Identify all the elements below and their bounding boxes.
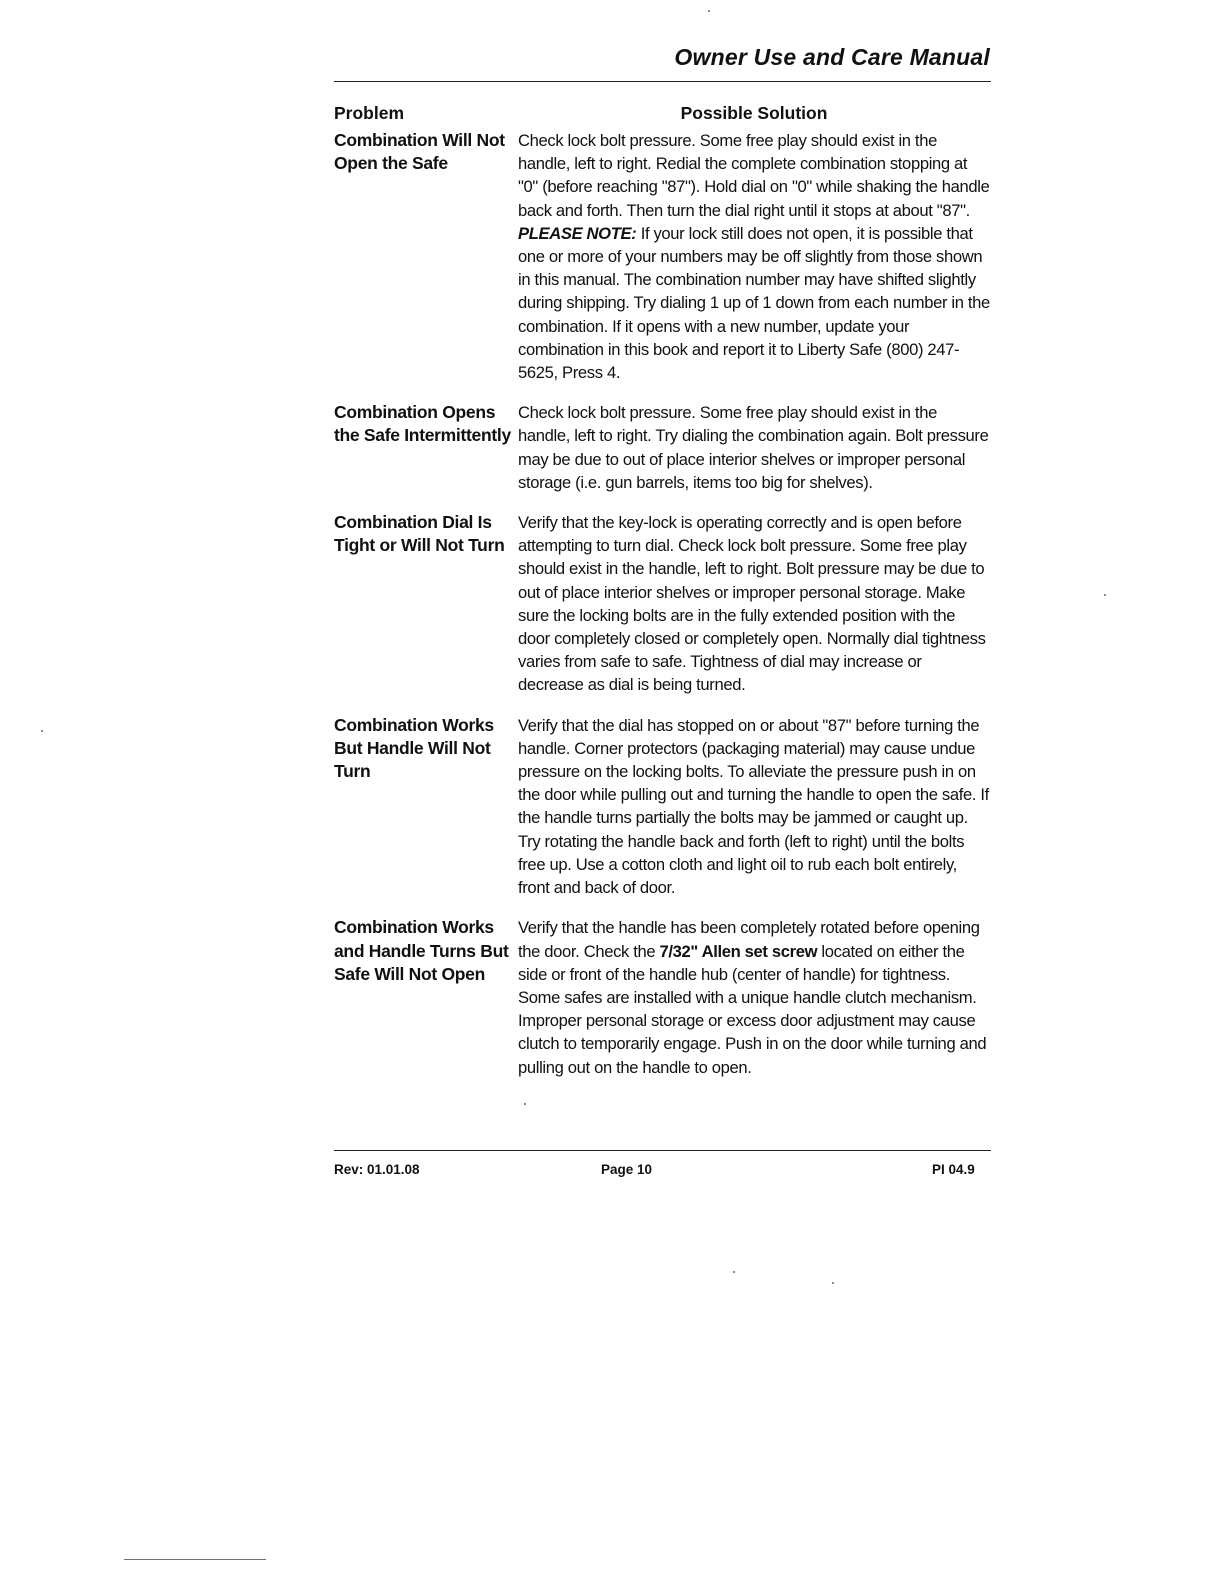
solution-text: Verify that the handle has been completely rotated before opening the door. Check the — [518, 918, 980, 961]
problem-line: Combination Works — [334, 917, 494, 938]
table-header — [334, 102, 996, 128]
problem-line: Turn — [334, 761, 371, 782]
table-row — [334, 916, 996, 1078]
solution-text: If your lock still does not open, it is possible that one or more of your numbers may be off slightly from those shown in this manual. The combination number may have shifted slightly during shipping. Try dialing 1 up of 1 down from each number in the combination. If it opens with a new number, update your combination in this book and report it to Liberty Safe (800) 247-5625, Press 4. — [518, 223, 990, 383]
problem-cell — [334, 401, 518, 494]
table-row — [334, 511, 996, 697]
problem-line: and Handle Turns But — [334, 940, 509, 961]
document-id: PI 04.9 — [932, 1162, 975, 1177]
problem-column-heading: Problem — [334, 103, 405, 123]
problem-cell — [334, 129, 518, 384]
scan-speck — [41, 730, 43, 732]
scan-speck — [832, 1282, 834, 1284]
solution-text: located on either the side or front of the handle hub (center of handle) for tightness. Some safes are installed with a unique handle clutch mechanism. Improper personal storage or excess door adjustment may cause clutch to temporarily engage. Push in on the door while turning and pulling out on the handle to open. — [518, 941, 987, 1077]
page-number: Page 10 — [601, 1162, 653, 1177]
allen-screw-highlight: 7/32" Allen set screw — [659, 941, 818, 961]
problem-line: Combination Dial Is — [334, 512, 492, 533]
solution-cell: Check lock bolt pressure. Some free play should exist in the handle, left to right. Try dialing the combination again. Bolt pressure may be due to out of place interior shelves or improper personal storage (i.e. gun barrels, items too big for shelves). — [518, 403, 989, 492]
problem-line: Safe Will Not Open — [334, 963, 485, 984]
table-row — [334, 129, 996, 384]
problem-cell — [334, 916, 518, 1078]
scan-speck — [733, 1271, 735, 1273]
problem-line: Open the Safe — [334, 153, 448, 174]
footer-divider — [334, 1150, 991, 1151]
problem-line: Combination Will Not — [334, 130, 505, 150]
solution-text: Check lock bolt pressure. Some free play should exist in the handle, left to right. Redial the complete combination stopping at "0" (before reaching "87"). Hold dial on "0" while shaking the handle back and forth. Then turn the dial right until it stops at about "87". — [518, 131, 990, 220]
scan-speck — [1104, 594, 1106, 596]
table-row — [334, 401, 996, 494]
troubleshooting-table — [334, 102, 996, 1096]
problem-cell — [334, 511, 518, 697]
scan-edge-line — [124, 1559, 266, 1560]
solution-cell — [518, 916, 990, 1078]
problem-line: Combination Works — [334, 714, 494, 735]
problem-cell — [334, 714, 518, 900]
solution-cell: Verify that the key-lock is operating correctly and is open before attempting to turn dial. Check lock bolt pressure. Some free play should exist in the handle, left to right. Bolt pressure may be due to out of place interior shelves or improper personal storage. Make sure the locking bolts are in the fully extended position with the door completely closed or completely open. Normally dial tightness varies from safe to safe. Tightness of dial may increase or decrease as dial is being turned. — [518, 513, 986, 695]
solution-column-heading: Possible Solution — [680, 103, 828, 123]
problem-line: Combination Opens — [334, 402, 496, 423]
scan-speck — [524, 1103, 526, 1105]
solution-cell — [518, 129, 990, 384]
solution-cell: Verify that the dial has stopped on or about "87" before turning the handle. Corner protectors (packaging material) may cause undue pressure on the locking bolts. To alleviate the pressure push in on the door while pulling out and turning the handle to open the safe. If the handle turns partially the bolts may be jammed or caught up. Try rotating the handle back and forth (left to right) until the bolts free up. Use a cotton cloth and light oil to rub each bolt entirely, front and back of door. — [518, 715, 989, 898]
revision-label: Rev: 01.01.08 — [334, 1162, 420, 1177]
header-divider — [334, 81, 991, 82]
problem-line: Tight or Will Not Turn — [334, 535, 505, 556]
page-title: Owner Use and Care Manual — [674, 44, 990, 70]
please-note-label: PLEASE NOTE: — [518, 223, 637, 243]
scan-speck — [708, 10, 710, 12]
problem-line: But Handle Will Not — [334, 737, 491, 758]
problem-line: the Safe Intermittently — [334, 425, 511, 446]
table-row — [334, 714, 996, 900]
